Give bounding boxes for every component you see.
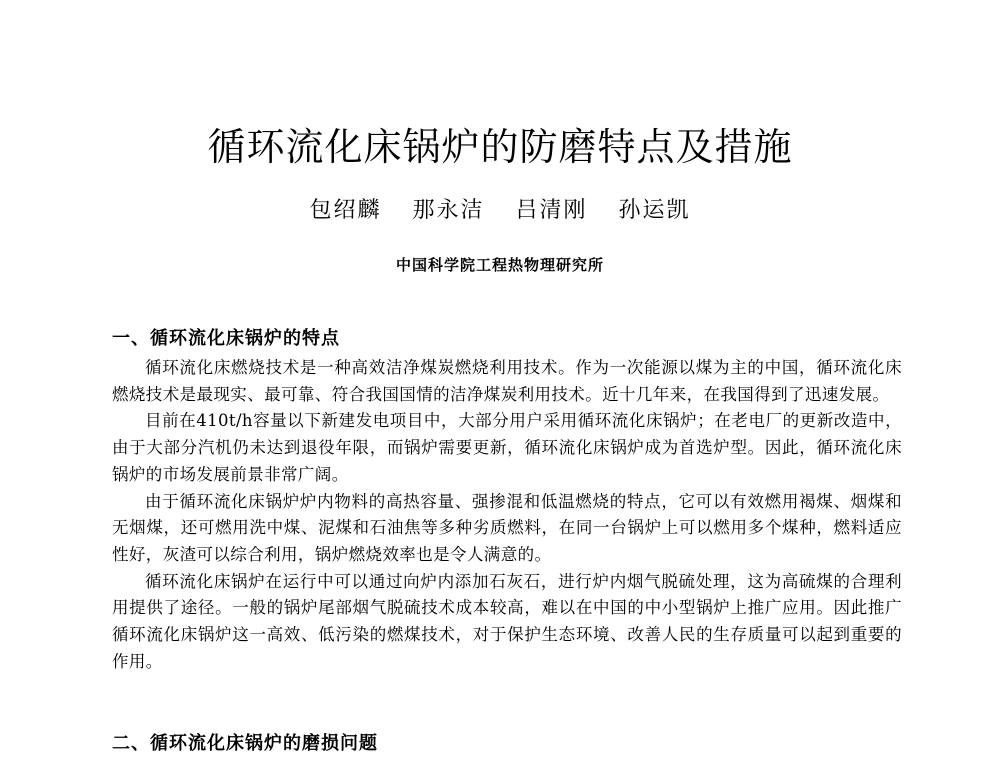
author-name: 吕清刚	[515, 198, 588, 223]
author-name: 那永洁	[412, 198, 485, 223]
author-list	[0, 196, 1000, 226]
body-paragraph: 目前在410t/h容量以下新建发电项目中，大部分用户采用循环流化床锅炉；在老电厂的更新改造中，由于大部分汽机仍未达到退役年限，而锅炉需要更新，循环流化床锅炉成为首选炉型。因此，循环流化床锅炉的市场发展前景非常广阔。	[112, 411, 902, 484]
author-name: 包绍麟	[309, 198, 382, 223]
body-paragraph: 循环流化床锅炉在运行中可以通过向炉内添加石灰石，进行炉内烟气脱硫处理，这为高硫煤的合理利用提供了途径。一般的锅炉尾部烟气脱硫技术成本较高，难以在中国的中小型锅炉上推广应用。因此推广循环流化床锅炉这一高效、低污染的燃煤技术，对于保护生态环境、改善人民的生存质量可以起到重要的作用。	[112, 571, 902, 671]
author-affiliation: 中国科学院工程热物理研究所	[395, 256, 604, 274]
body-paragraph: 循环流化床燃烧技术是一种高效洁净煤炭燃烧利用技术。作为一次能源以煤为主的中国，循环流化床燃烧技术是最现实、最可靠、符合我国国情的洁净煤炭利用技术。近十几年来，在我国得到了迅速发展。	[112, 358, 902, 404]
paper-title: 循环流化床锅炉的防磨特点及措施	[207, 125, 793, 169]
section-heading-wear: 二、循环流化床锅炉的磨损问题	[112, 733, 378, 754]
body-paragraph: 由于循环流化床锅炉炉内物料的高热容量、强掺混和低温燃烧的特点，它可以有效燃用褐煤、烟煤和无烟煤，还可燃用洗中煤、泥煤和石油焦等多种劣质燃料，在同一台锅炉上可以燃用多个煤种，燃料适应性好，灰渣可以综合利用，锅炉燃烧效率也是令人满意的。	[112, 491, 902, 564]
author-name: 孙运凯	[618, 198, 691, 223]
section-body-features	[112, 355, 902, 675]
section-heading-features: 一、循环流化床锅炉的特点	[112, 328, 340, 349]
